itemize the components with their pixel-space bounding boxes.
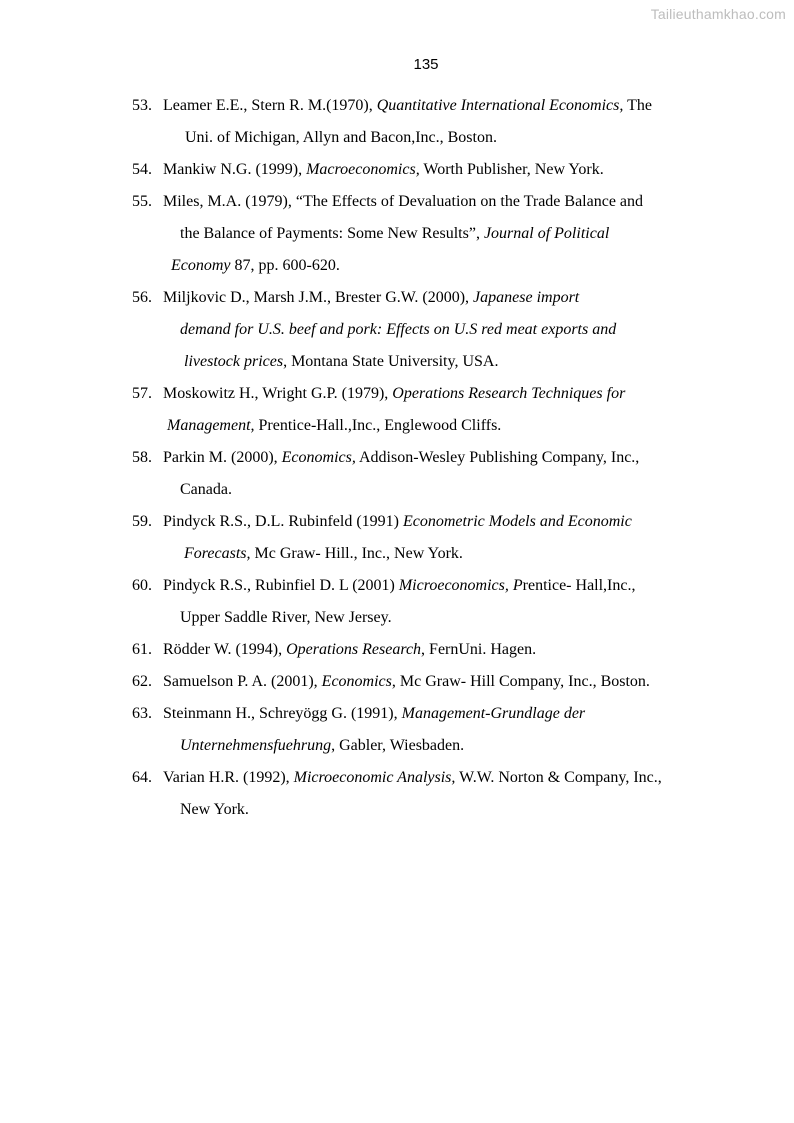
reference-text: Varian H.R. (1992),	[163, 769, 294, 786]
reference-text: 87, pp. 600-620.	[230, 257, 340, 274]
reference-line	[132, 762, 662, 794]
reference-line	[180, 730, 464, 762]
page-number: 135	[413, 56, 439, 73]
reference-line	[184, 538, 463, 570]
reference-line	[180, 474, 232, 506]
reference-text: Miljkovic D., Marsh J.M., Brester G.W. (2000),	[163, 289, 474, 306]
reference-text: Mc Graw- Hill., Inc., New York.	[250, 545, 463, 562]
reference-title-text: Operations Research	[286, 641, 422, 658]
reference-number: 58.	[132, 449, 152, 466]
reference-line	[132, 282, 580, 314]
reference-title-text: Forecasts,	[184, 545, 251, 562]
reference-title-text: Economics	[321, 673, 392, 690]
reference-line	[132, 634, 537, 666]
reference-title-text: Japanese import	[473, 289, 580, 306]
reference-line	[185, 122, 497, 154]
reference-line	[132, 570, 636, 602]
reference-title-text: Econometric Models and Economic	[403, 513, 632, 530]
reference-text: rentice- Hall,Inc.,	[522, 577, 636, 594]
reference-line	[171, 250, 340, 282]
watermark: Tailieuthamkhao.com	[650, 6, 786, 22]
reference-text: Pindyck R.S., Rubinfiel D. L (2001)	[163, 577, 399, 594]
reference-text: New York.	[180, 801, 249, 818]
reference-title-text: demand for U.S. beef and pork: Effects on U.S red meat exports and	[180, 321, 617, 338]
reference-number: 59.	[132, 513, 152, 530]
reference-text: Miles, M.A. (1979), “The Effects of Devaluation on the Trade Balance and	[163, 193, 644, 210]
reference-line	[132, 154, 604, 186]
reference-text: Mankiw N.G. (1999),	[163, 161, 307, 178]
reference-title-text: Management,	[167, 417, 255, 434]
reference-text: , Montana State University, USA.	[283, 353, 499, 370]
reference-number: 55.	[132, 193, 152, 210]
reference-line	[180, 794, 249, 826]
reference-title-text: livestock prices	[184, 353, 284, 370]
reference-number: 61.	[132, 641, 152, 658]
reference-text: , Gabler, Wiesbaden.	[331, 737, 465, 754]
reference-text: Moskowitz H., Wright G.P. (1979),	[163, 385, 393, 402]
reference-line	[184, 346, 498, 378]
reference-text: Addison-Wesley Publishing Company, Inc.,	[355, 449, 640, 466]
reference-number: 56.	[132, 289, 152, 306]
reference-text: Uni. of Michigan, Allyn and Bacon,Inc., Boston.	[185, 129, 497, 146]
reference-line	[180, 314, 616, 346]
reference-text: Worth Publisher, New York.	[419, 161, 604, 178]
reference-title-text: Economy	[171, 257, 231, 274]
reference-text: Rödder W. (1994),	[163, 641, 287, 658]
reference-number: 53.	[132, 97, 152, 114]
reference-text: Samuelson P. A. (2001),	[163, 673, 322, 690]
reference-title-text: Macroeconomics,	[306, 161, 420, 178]
reference-line	[132, 442, 640, 474]
reference-number: 54.	[132, 161, 152, 178]
reference-text: Steinmann H., Schreyögg G. (1991),	[163, 705, 402, 722]
reference-text: the Balance of Payments: Some New Results”,	[180, 225, 484, 242]
reference-line	[132, 506, 632, 538]
reference-title-text: Microeconomics, P	[398, 577, 523, 594]
reference-line	[132, 698, 586, 730]
reference-line	[180, 602, 392, 634]
reference-text: Canada.	[180, 481, 232, 498]
reference-title-text: Unternehmensfuehrung	[180, 737, 332, 754]
reference-line	[132, 90, 652, 122]
reference-line	[132, 666, 650, 698]
reference-line	[132, 378, 626, 410]
reference-number: 57.	[132, 385, 152, 402]
reference-text: Leamer E.E., Stern R. M.(1970),	[163, 97, 377, 114]
reference-number: 62.	[132, 673, 152, 690]
reference-line	[180, 218, 609, 250]
reference-text: Pindyck R.S., D.L. Rubinfeld (1991)	[163, 513, 403, 530]
reference-text: W.W. Norton & Company, Inc.,	[455, 769, 662, 786]
reference-title-text: Journal of Political	[483, 225, 610, 242]
reference-title-text: Microeconomic Analysis,	[293, 769, 456, 786]
reference-line	[132, 186, 644, 218]
reference-number: 60.	[132, 577, 152, 594]
reference-title-text: Operations Research Techniques for	[392, 385, 626, 402]
reference-text: , Mc Graw- Hill Company, Inc., Boston.	[391, 673, 650, 690]
reference-title-text: Management-Grundlage der	[401, 705, 586, 722]
reference-text: , FernUni. Hagen.	[421, 641, 537, 658]
reference-text: Upper Saddle River, New Jersey.	[180, 609, 392, 626]
reference-title-text: Quantitative International Economics,	[376, 97, 624, 114]
reference-text: Prentice-Hall.,Inc., Englewood Cliffs.	[254, 417, 502, 434]
reference-number: 64.	[132, 769, 152, 786]
reference-line	[167, 410, 501, 442]
reference-title-text: Economics,	[281, 449, 356, 466]
reference-number: 63.	[132, 705, 152, 722]
reference-text: Parkin M. (2000),	[163, 449, 282, 466]
reference-text: The	[623, 97, 652, 114]
